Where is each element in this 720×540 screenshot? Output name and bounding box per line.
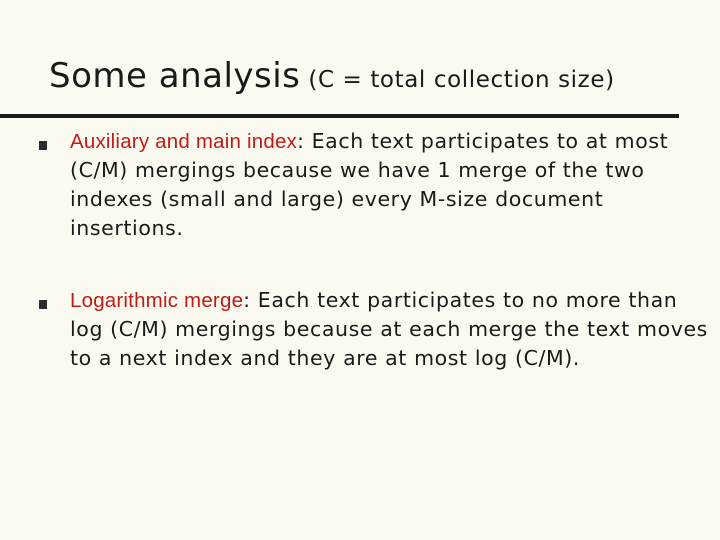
square-bullet-icon	[39, 300, 47, 309]
bullet-body: : Each text participates to no more than log (C/M) mergings because at each merge the text moves to a next index and they are at most log (C/M).	[70, 288, 708, 370]
title-main: Some analysis	[49, 56, 301, 96]
title-subtitle: (C = total collection size)	[308, 67, 615, 93]
bullet-text	[70, 286, 710, 373]
bullet-text	[70, 127, 710, 243]
title-divider	[0, 114, 679, 118]
bullet-highlight: Auxiliary and main index	[70, 130, 297, 153]
bullet-body: : Each text participates to at most (C/M) mergings because we have 1 merge of the two indexes (small and large) every M-size document insertions.	[70, 129, 669, 240]
bullet-highlight: Logarithmic merge	[70, 289, 244, 312]
slide-title	[49, 56, 615, 96]
square-bullet-icon	[39, 141, 47, 150]
